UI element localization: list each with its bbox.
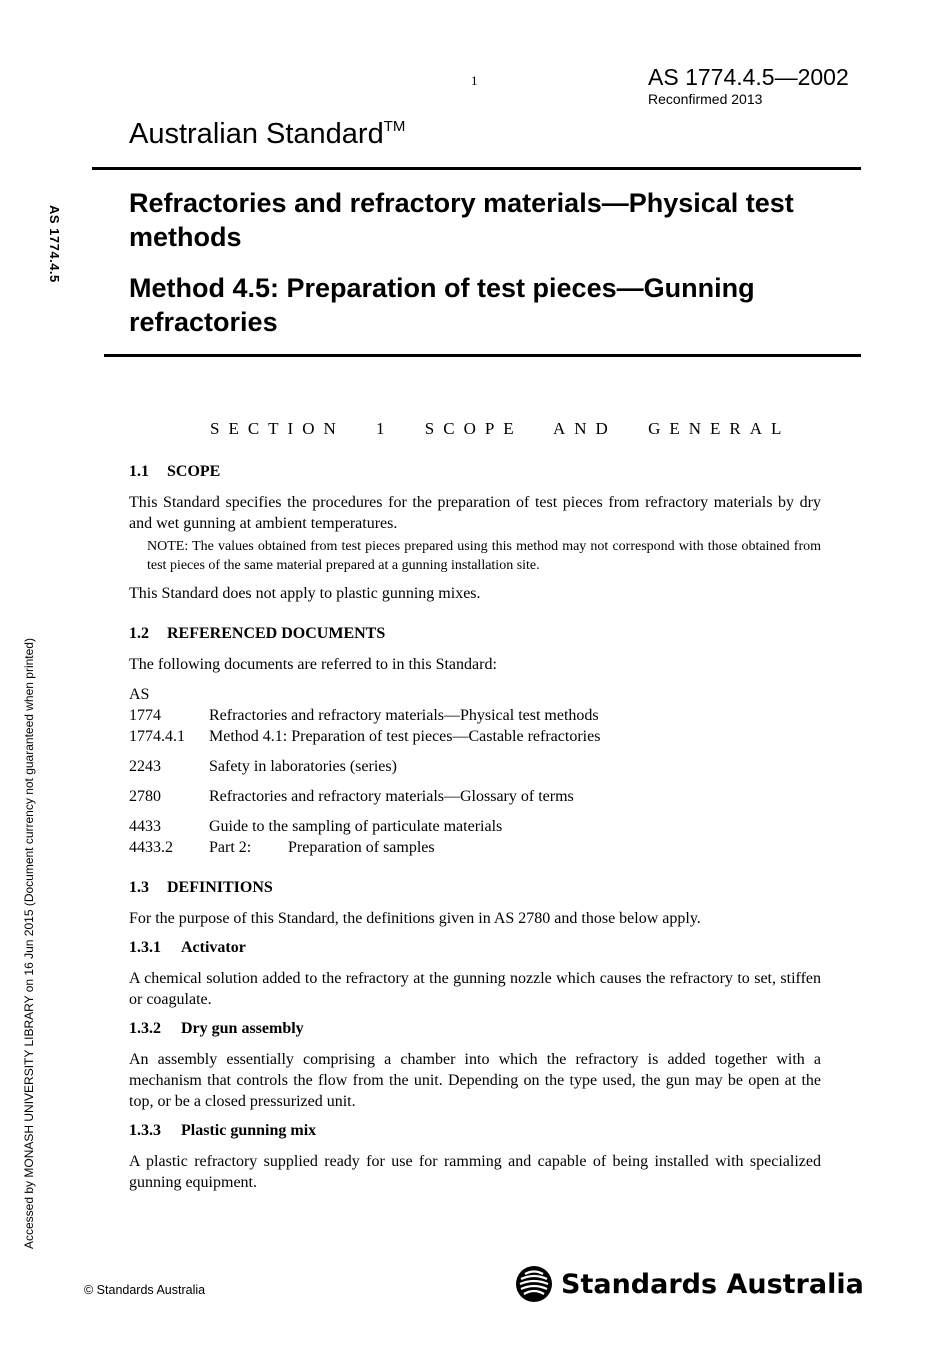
reference-number: 4433 [129,818,161,835]
clause-title: REFERENCED DOCUMENTS [167,625,386,642]
scope-paragraph: This Standard specifies the procedures for the preparation of test pieces from refractory materials by dry and wet gunning at ambient temperatures. [129,494,821,532]
definition-term: Plastic gunning mix [181,1122,317,1139]
reference-item [129,816,821,837]
scope-note: NOTE: The values obtained from test pieces prepared using this method may not correspond with those obtained from test pieces of the same material prepared at a gunning installation site. [147,539,821,573]
reference-number: 2780 [129,788,161,805]
document-title: Refractories and refractory materials—Physical test methods [129,188,794,252]
section-heading: SECTION 1 SCOPE AND GENERAL [210,419,791,438]
definition-term: Activator [181,939,246,956]
logo-wordmark: Standards Australia [561,1268,864,1300]
page-number: 1 [471,73,478,88]
clause-title: SCOPE [167,463,221,480]
reference-number: 2243 [129,758,161,775]
brand-name: Australian Standard [129,118,384,150]
standards-australia-emblem-icon [515,1265,553,1303]
reference-part: Part 2: [209,839,252,856]
definition-number: 1.3.2 [129,1020,161,1037]
reference-group [129,816,821,858]
scope-exclusion: This Standard does not apply to plastic gunning mixes. [129,585,481,602]
reference-item [129,705,821,726]
definition-text: An assembly essentially comprising a chamber into which the refractory is added together with a mechanism that controls the flow from the unit. Depending on the type used, the gun may be open at the top, or be a closed pressurized unit. [129,1051,821,1110]
reference-item [129,786,821,807]
reference-group [129,756,821,777]
definition-heading [129,1120,821,1141]
reference-prefix: AS [129,686,150,703]
reference-group [129,684,821,747]
definition-text: A plastic refractory supplied ready for use for ramming and capable of being installed with specialized gunning equipment. [129,1153,821,1191]
reference-number: 4433.2 [129,839,173,856]
clause-number: 1.1 [129,463,149,480]
clause-title: DEFINITIONS [167,879,273,896]
definition-number: 1.3.1 [129,939,161,956]
definition-heading [129,937,821,958]
main-content [129,461,821,1193]
reconfirmed-note: Reconfirmed 2013 [648,91,763,107]
reference-title: Preparation of samples [288,839,435,856]
scope-heading [129,461,821,482]
standard-number: AS 1774.4.5—2002 [648,64,849,90]
reference-item [129,726,821,747]
reference-title: Safety in laboratories (series) [209,758,397,775]
side-standard-id: AS 1774.4.5 [47,205,62,283]
referenced-documents-intro: The following documents are referred to in this Standard: [129,656,497,673]
reference-title: Refractories and refractory materials—Glossary of terms [209,788,574,805]
definitions-intro: For the purpose of this Standard, the definitions given in AS 2780 and those below apply. [129,910,701,927]
reference-title: Method 4.1: Preparation of test pieces—Castable refractories [209,728,601,745]
reference-number: 1774 [129,707,161,724]
reference-item [129,837,821,858]
title-rule [104,354,861,357]
brand-title [129,118,405,151]
definition-text: A chemical solution added to the refractory at the gunning nozzle which causes the refractory to set, stiffen or coagulate. [129,970,821,1008]
reference-number: 1774.4.1 [129,728,185,745]
standards-australia-logo [515,1263,864,1305]
referenced-documents-heading [129,623,821,644]
clause-number: 1.3 [129,879,149,896]
clause-number: 1.2 [129,625,149,642]
definitions-heading [129,877,821,898]
access-notice: Accessed by MONASH UNIVERSITY LIBRARY on 16 Jun 2015 (Document currency not guaranteed when printed) [22,638,36,1249]
reference-group [129,786,821,807]
trademark-mark: TM [383,118,406,135]
method-title: Method 4.5: Preparation of test pieces—Gunning refractories [129,273,755,337]
reference-title: Guide to the sampling of particulate materials [209,818,503,835]
definition-term: Dry gun assembly [181,1020,304,1037]
reference-title: Refractories and refractory materials—Physical test methods [209,707,599,724]
header-rule [92,167,861,170]
definition-number: 1.3.3 [129,1122,161,1139]
reference-item [129,756,821,777]
footer-copyright: © Standards Australia [84,1283,206,1297]
definition-heading [129,1018,821,1039]
